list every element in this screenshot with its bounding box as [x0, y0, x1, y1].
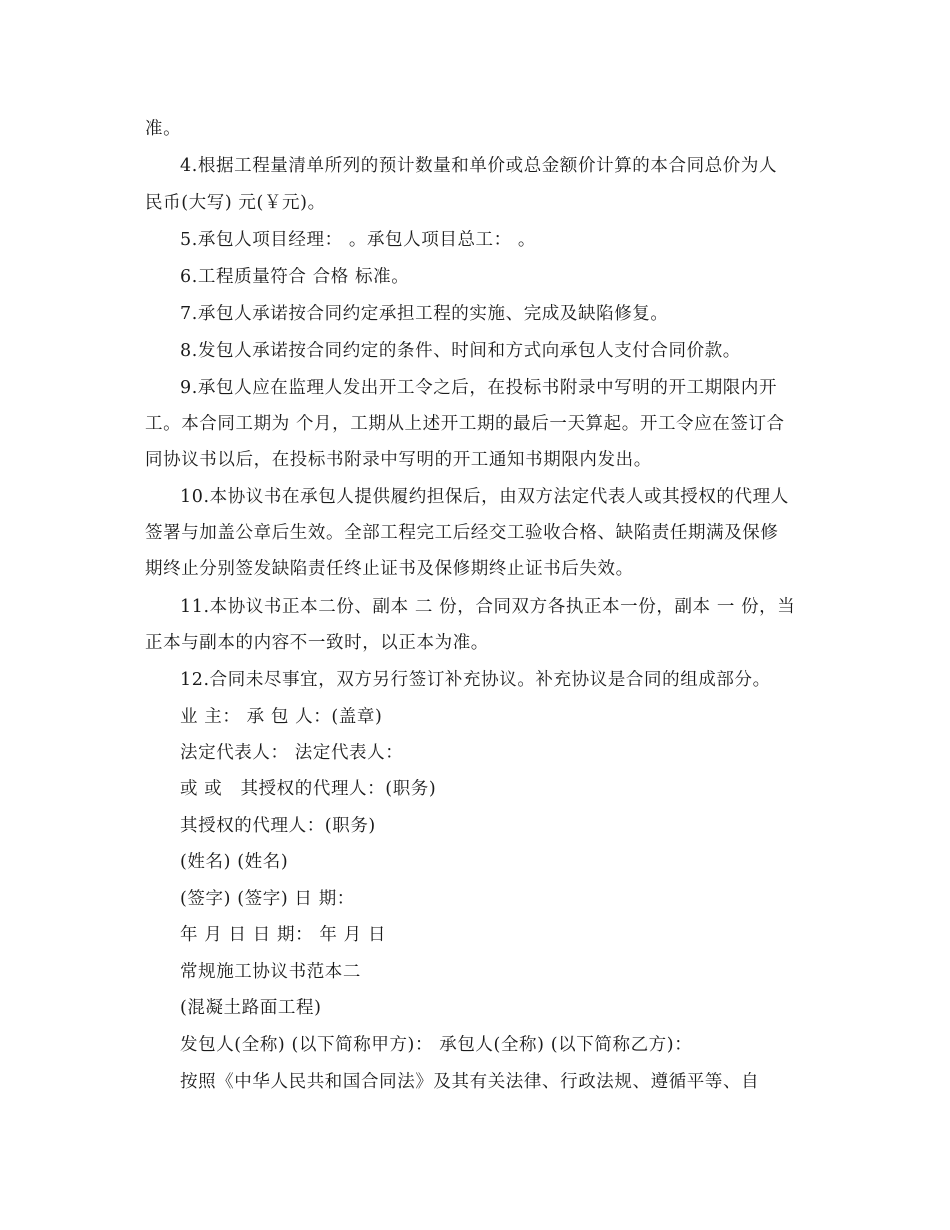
paragraph-line: 5.承包人项目经理： 。承包人项目总工： 。	[180, 230, 537, 250]
paragraph-line: (姓名) (姓名)	[180, 852, 289, 872]
paragraph-line: (签字) (签字) 日 期：	[180, 889, 355, 909]
paragraph-line: 10.本协议书在承包人提供履约担保后，由双方法定代表人或其授权的代理人	[180, 487, 789, 507]
paragraph-line: 正本与副本的内容不一致时，以正本为准。	[145, 633, 489, 653]
paragraph-line: 7.承包人承诺按合同约定承担工程的实施、完成及缺陷修复。	[180, 304, 669, 324]
paragraph-line: 8.发包人承诺按合同约定的条件、时间和方式向承包人支付合同价款。	[180, 341, 741, 361]
paragraph-line: 其授权的代理人：(职务)	[180, 816, 376, 836]
paragraph-line: 6.工程质量符合 合格 标准。	[180, 267, 410, 287]
paragraph-line: 11.本协议书正本二份、副本 二 份，合同双方各执正本一份，副本 一 份，当	[180, 597, 796, 617]
paragraph-line: 同协议书以后，在投标书附录中写明的开工通知书期限内发出。	[145, 450, 652, 470]
paragraph-line: 期终止分别签发缺陷责任终止证书及保修期终止证书后失效。	[145, 559, 634, 579]
paragraph-line: 12.合同未尽事宜，双方另行签订补充协议。补充协议是合同的组成部分。	[180, 670, 771, 690]
paragraph-line: 签署与加盖公章后生效。全部工程完工后经交工验收合格、缺陷责任期满及保修	[145, 523, 779, 543]
paragraph-line: 或 或 其授权的代理人：(职务)	[180, 779, 437, 799]
paragraph-line: 业 主： 承 包 人：(盖章)	[180, 707, 383, 727]
section-subtitle: (混凝土路面工程)	[180, 998, 322, 1018]
paragraph-line: 年 月 日 日 期： 年 月 日	[180, 925, 387, 945]
paragraph-line: 发包人(全称) (以下简称甲方)： 承包人(全称) (以下简称乙方)：	[180, 1035, 693, 1055]
paragraph-line: 按照《中华人民共和国合同法》及其有关法律、行政法规、遵循平等、自	[180, 1072, 760, 1092]
paragraph-line: 准。	[145, 119, 182, 139]
paragraph-line: 工。本合同工期为 个月，工期从上述开工期的最后一天算起。开工令应在签订合	[145, 414, 785, 434]
paragraph-line: 民币(大写) 元(￥元)。	[145, 193, 326, 213]
paragraph-line: 法定代表人： 法定代表人：	[180, 743, 404, 763]
section-title: 常规施工协议书范本二	[180, 962, 361, 982]
paragraph-line: 4.根据工程量清单所列的预计数量和单价或总金额价计算的本合同总价为人	[180, 156, 778, 176]
paragraph-line: 9.承包人应在监理人发出开工令之后，在投标书附录中写明的开工期限内开	[180, 378, 778, 398]
